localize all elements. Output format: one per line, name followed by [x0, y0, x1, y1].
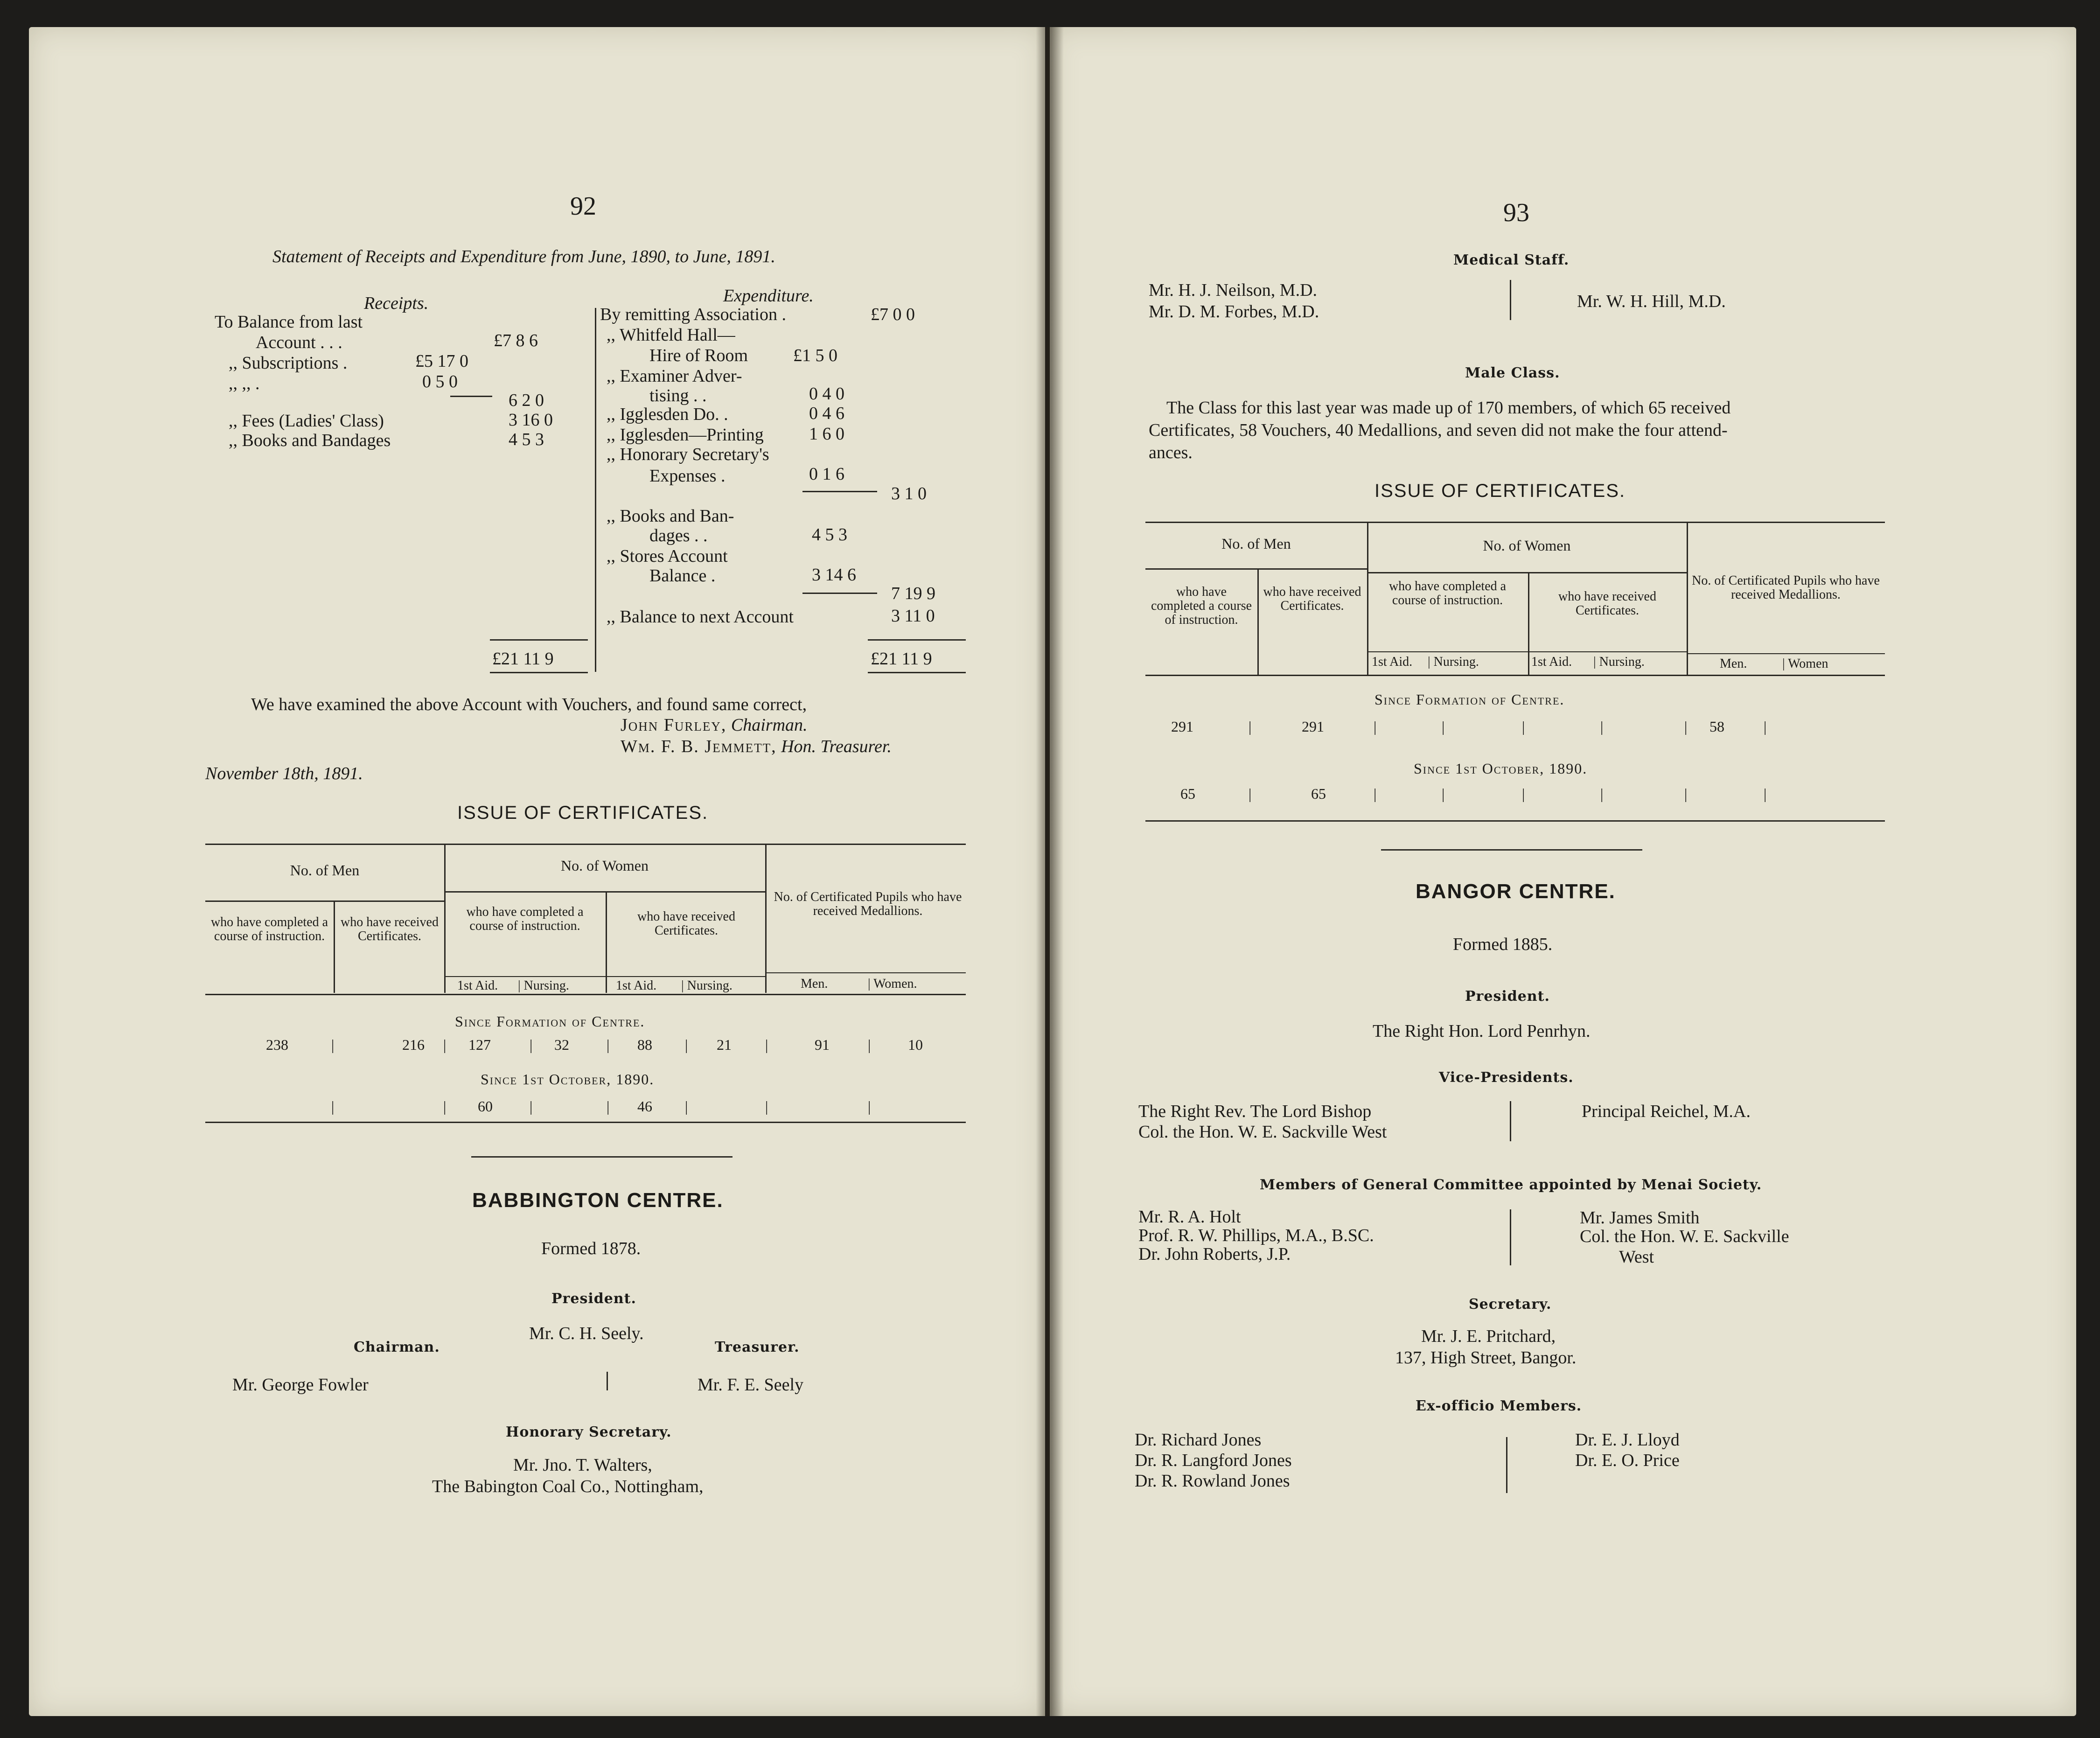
treasurer-name: Mr. F. E. Seely: [698, 1375, 804, 1395]
first-aid-label: 1st Aid.: [616, 978, 657, 993]
vice-president-left: Col. the Hon. W. E. Sackville West: [1138, 1122, 1387, 1142]
expenditure-line: dages . .: [649, 526, 708, 545]
women-completed-header: who have completed a course of instruction.: [1388, 579, 1507, 607]
table-cell: 32: [554, 1036, 569, 1053]
receipts-total: £21 11 9: [492, 649, 554, 669]
signatory-role: Chairman.: [731, 715, 808, 735]
expenditure-line: Balance .: [649, 566, 716, 586]
first-aid-label: 1st Aid.: [1372, 655, 1413, 669]
president-name: Mr. C. H. Seely.: [529, 1324, 644, 1343]
certificates-table-title-right: ISSUE OF CERTIFICATES.: [1374, 481, 1626, 501]
expenditure-line: ,, Examiner Adver-: [607, 366, 742, 386]
table-cell: 65: [1311, 785, 1326, 802]
receipt-sub: 0 5 0: [422, 372, 458, 391]
receipt-line: ,, Books and Bandages: [229, 431, 391, 450]
vice-president-left: The Right Rev. The Lord Bishop: [1138, 1102, 1372, 1121]
hon-secretary-name: Mr. Jno. T. Walters,: [513, 1455, 652, 1475]
expenditure-line: ,, Igglesden—Printing: [607, 425, 764, 445]
ex-officio-heading: Ex-officio Members.: [1416, 1398, 1582, 1414]
receipt-line: ,, Subscriptions .: [229, 353, 348, 373]
page-number-right: 93: [1503, 198, 1529, 227]
expenditure-amount: £7 0 0: [871, 305, 915, 324]
men-completed-header: who have completed a course of instruction.: [210, 915, 328, 943]
treasurer-heading: Treasurer.: [715, 1339, 800, 1355]
men-header: No. of Men: [1221, 535, 1291, 552]
signatory-name: Wm. F. B. Jemmett,: [621, 737, 777, 756]
nursing-label: Nursing.: [1599, 655, 1645, 669]
men-completed-header: who have completed a course of instruction.: [1151, 585, 1252, 627]
expenditure-line: ,, Honorary Secretary's: [607, 445, 769, 464]
expenditure-sub: 3 14 6: [812, 565, 856, 585]
book-gutter: [1036, 27, 1064, 1716]
bangor-centre-title: BANGOR CENTRE.: [1416, 880, 1616, 903]
expenditure-line: By remitting Association .: [600, 305, 786, 324]
male-class-text: Certificates, 58 Vouchers, 40 Medallions, and seven did not make the four attend-: [1149, 420, 1728, 440]
first-aid-label: 1st Aid.: [457, 978, 498, 993]
signatory-name: John Furley,: [621, 715, 727, 735]
table-cell: 65: [1180, 785, 1195, 802]
babbington-formed: Formed 1878.: [541, 1239, 641, 1258]
signatory-role: Hon. Treasurer.: [781, 737, 892, 756]
expenditure-sub: 0 4 6: [809, 404, 844, 423]
hon-secretary-heading: Honorary Secretary.: [506, 1424, 672, 1440]
table-cell: 216: [402, 1036, 425, 1053]
expenditure-line: ,, Stores Account: [607, 546, 728, 566]
women-received-header: who have received Certificates.: [637, 909, 735, 938]
expenditure-sub: 0 4 0: [809, 384, 844, 404]
committee-member-left: Mr. R. A. Holt: [1138, 1207, 1241, 1227]
receipt-amount: 6 2 0: [509, 391, 544, 410]
ex-officio-left: Dr. R. Langford Jones: [1135, 1451, 1292, 1470]
expenditure-amount: 7 19 9: [891, 584, 935, 603]
table-cell: 291: [1171, 718, 1193, 735]
receipt-amount: 4 5 3: [509, 430, 544, 449]
ex-officio-left: Dr. Richard Jones: [1135, 1430, 1262, 1450]
committee-heading: Members of General Committee appointed by Menai Society.: [1260, 1177, 1762, 1193]
statement-heading: Statement of Receipts and Expenditure from June, 1890, to June, 1891.: [272, 247, 775, 266]
first-aid-label: 1st Aid.: [1531, 655, 1572, 669]
committee-member-right: Mr. James Smith: [1580, 1208, 1700, 1228]
table-cell: 127: [468, 1036, 491, 1053]
receipts-heading: Receipts.: [364, 293, 429, 313]
medallions-header: No. of Certificated Pupils who have received Medallions.: [774, 890, 962, 918]
ex-officio-left: Dr. R. Rowland Jones: [1135, 1471, 1290, 1491]
expenditure-line: Hire of Room: [649, 346, 748, 365]
vice-presidents-heading: Vice-Presidents.: [1439, 1069, 1574, 1086]
page-number-left: 92: [570, 192, 596, 221]
president-name: The Right Hon. Lord Penrhyn.: [1373, 1021, 1591, 1041]
committee-member-right: West: [1619, 1247, 1654, 1267]
men-label: Men.: [801, 977, 828, 991]
nursing-label: Nursing.: [687, 978, 733, 993]
women-label: Women.: [873, 977, 917, 991]
receipt-line: Account . . .: [256, 333, 342, 352]
receipt-line: ,, ,, .: [229, 374, 260, 393]
nursing-label: Nursing.: [523, 978, 569, 993]
women-received-header: who have received Certificates.: [1558, 589, 1656, 618]
expenditure-amount: 3 11 0: [891, 606, 935, 626]
table-cell: 238: [266, 1036, 288, 1053]
bangor-formed: Formed 1885.: [1453, 935, 1553, 954]
secretary-address: 137, High Street, Bangor.: [1395, 1348, 1577, 1368]
receipt-amount: £7 8 6: [494, 331, 538, 350]
receipt-amount: 3 16 0: [509, 410, 553, 430]
section-since-formation: Since Formation of Centre.: [1374, 691, 1565, 708]
women-label: Women: [1788, 656, 1828, 671]
male-class-text: ances.: [1149, 443, 1193, 462]
babbington-centre-title: BABBINGTON CENTRE.: [472, 1189, 724, 1212]
male-class-heading: Male Class.: [1465, 365, 1560, 381]
table-cell: 291: [1302, 718, 1324, 735]
medical-staff-left: Mr. H. J. Neilson, M.D.: [1149, 280, 1318, 300]
receipt-line: ,, Fees (Ladies' Class): [229, 411, 384, 431]
expenditure-line: ,, Books and Ban-: [607, 506, 734, 526]
vice-president-right: Principal Reichel, M.A.: [1582, 1102, 1751, 1121]
nursing-label: Nursing.: [1433, 655, 1479, 669]
secretary-name: Mr. J. E. Pritchard,: [1421, 1326, 1556, 1346]
expenditure-line: ,, Whitfeld Hall—: [607, 325, 735, 345]
section-since-october: Since 1st October, 1890.: [1414, 760, 1588, 777]
men-received-header: who have received Certificates.: [1263, 585, 1361, 613]
expenditure-sub: £1 5 0: [793, 346, 837, 365]
committee-member-left: Dr. John Roberts, J.P.: [1138, 1244, 1291, 1264]
table-cell: 46: [637, 1098, 652, 1115]
expenditure-total: £21 11 9: [871, 649, 932, 669]
male-class-text: The Class for this last year was made up of 170 members, of which 65 received: [1166, 398, 1731, 418]
table-cell: 21: [717, 1036, 732, 1053]
ex-officio-right: Dr. E. J. Lloyd: [1575, 1430, 1680, 1450]
president-heading: President.: [1465, 988, 1550, 1005]
hon-secretary-address: The Babington Coal Co., Nottingham,: [432, 1477, 704, 1496]
table-cell: 88: [637, 1036, 652, 1053]
receipt-sub: £5 17 0: [415, 351, 468, 371]
expenditure-line: ,, Balance to next Account: [607, 607, 794, 627]
section-since-october: Since 1st October, 1890.: [481, 1071, 655, 1088]
men-received-header: who have received Certificates.: [341, 915, 439, 943]
medallions-header: No. of Certificated Pupils who have received Medallions.: [1692, 573, 1880, 602]
medical-staff-heading: Medical Staff.: [1453, 252, 1570, 268]
president-heading: President.: [551, 1291, 636, 1307]
statement-date: November 18th, 1891.: [205, 764, 363, 783]
medical-staff-left: Mr. D. M. Forbes, M.D.: [1149, 302, 1319, 321]
section-since-formation: Since Formation of Centre.: [455, 1013, 645, 1030]
ex-officio-right: Dr. E. O. Price: [1575, 1451, 1680, 1470]
expenditure-line: ,, Igglesden Do. .: [607, 405, 728, 424]
audit-statement: We have examined the above Account with Vouchers, and found same correct,: [251, 695, 807, 714]
certificates-table-title: ISSUE OF CERTIFICATES.: [457, 803, 709, 823]
women-completed-header: who have completed a course of instruction.: [466, 905, 584, 933]
women-header: No. of Women: [1483, 537, 1571, 554]
expenditure-heading: Expenditure.: [723, 286, 814, 306]
expenditure-line: Expenses .: [649, 466, 726, 486]
expenditure-sub: 0 1 6: [809, 464, 844, 484]
expenditure-sub: 4 5 3: [812, 525, 847, 544]
table-cell: 58: [1709, 718, 1724, 735]
chairman-name: Mr. George Fowler: [232, 1375, 369, 1395]
secretary-heading: Secretary.: [1469, 1296, 1552, 1312]
committee-member-left: Prof. R. W. Phillips, M.A., B.SC.: [1138, 1226, 1374, 1245]
table-cell: 10: [908, 1036, 923, 1053]
women-header: No. of Women: [561, 857, 649, 874]
expenditure-amount: 3 1 0: [891, 484, 927, 503]
expenditure-line: tising . .: [649, 386, 707, 405]
table-cell: 60: [478, 1098, 493, 1115]
medical-staff-right: Mr. W. H. Hill, M.D.: [1577, 292, 1726, 311]
table-cell: 91: [815, 1036, 830, 1053]
chairman-heading: Chairman.: [354, 1339, 440, 1355]
men-label: Men.: [1720, 656, 1747, 671]
committee-member-right: Col. the Hon. W. E. Sackville: [1580, 1227, 1789, 1246]
expenditure-sub: 1 6 0: [809, 424, 844, 444]
men-header: No. of Men: [290, 862, 360, 879]
receipt-line: To Balance from last: [215, 312, 363, 332]
